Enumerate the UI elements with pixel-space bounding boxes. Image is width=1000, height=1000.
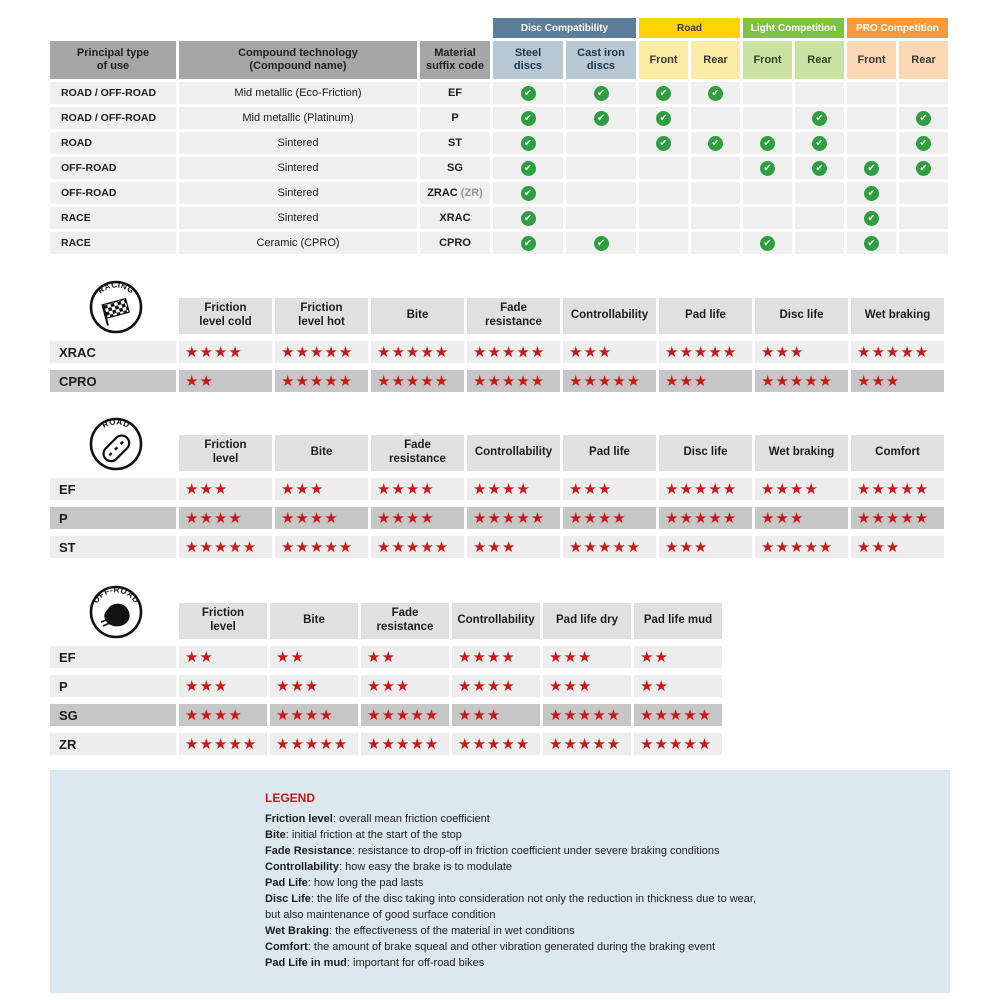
offroad-icon: [88, 583, 144, 639]
compatibility-cell: [847, 182, 896, 204]
star-rating: ★★★: [452, 704, 540, 726]
star-rating: ★★: [179, 646, 267, 668]
star-rating: ★★★★★: [275, 536, 368, 558]
compatibility-cell: [795, 132, 844, 154]
star-rating: ★★★★★: [851, 507, 944, 529]
legend-desc: the life of the disc taking into consideration not only the reduction in thickness due to wear,: [316, 893, 757, 905]
compatibility-cell: [691, 182, 740, 204]
compound-technology-cell: Mid metallic (Eco-Friction): [179, 82, 417, 104]
legend-entry: Pad Life in mud: important for off-road bikes: [265, 957, 485, 969]
compatibility-table: [50, 18, 948, 254]
check-icon: ✔: [656, 136, 671, 151]
star-rating: ★★★★★: [851, 341, 944, 363]
compatibility-cell: [566, 107, 636, 129]
row-label-ef: EF: [50, 646, 176, 668]
row-label-p: P: [50, 675, 176, 697]
offroad-icon-label: OFF-ROAD: [91, 585, 141, 606]
star-rating: ★★★: [361, 675, 449, 697]
compatibility-cell: [847, 82, 896, 104]
compatibility-cell: [493, 182, 563, 204]
material-code: XRAC: [439, 212, 471, 224]
principal-use-cell: ROAD: [50, 132, 176, 154]
compatibility-cell: [493, 207, 563, 229]
column-header: Pad life dry: [543, 603, 631, 639]
star-rating: ★★★★★: [659, 478, 752, 500]
column-header: Rear: [795, 41, 844, 79]
compatibility-cell: [743, 232, 792, 254]
star-rating: ★★★★: [179, 507, 272, 529]
compatibility-cell: [639, 107, 688, 129]
star-rating: ★★★★★: [179, 536, 272, 558]
legend-desc: but also maintenance of good surface condition: [265, 909, 496, 921]
star-rating: ★★★: [275, 478, 368, 500]
star-rating: ★★★★: [371, 478, 464, 500]
material-code-cell: [420, 132, 490, 154]
check-icon: ✔: [594, 111, 609, 126]
offroad-section: [50, 585, 1000, 755]
star-rating: ★★★★: [452, 646, 540, 668]
compatibility-cell: [493, 107, 563, 129]
compatibility-cell: [691, 132, 740, 154]
star-rating: ★★★★★: [467, 370, 560, 392]
row-label-zr: ZR: [50, 733, 176, 755]
material-code-note: (ZR): [457, 187, 483, 199]
star-rating: ★★★★★: [543, 733, 631, 755]
legend-term: Bite: [265, 829, 286, 841]
material-code-cell: [420, 107, 490, 129]
legend-desc: how long the pad lasts: [313, 877, 424, 889]
star-rating: ★★★★: [179, 704, 267, 726]
compatibility-cell: [639, 132, 688, 154]
compound-technology-cell: Sintered: [179, 182, 417, 204]
compatibility-cell: [566, 182, 636, 204]
check-icon: ✔: [656, 86, 671, 101]
road-section: [50, 417, 1000, 558]
legend-term: Wet Braking: [265, 925, 329, 937]
star-rating: ★★★★★: [270, 733, 358, 755]
racing-flag-icon: [88, 278, 144, 334]
material-code: ZRAC: [427, 187, 458, 199]
legend-desc: overall mean friction coefficient: [338, 813, 490, 825]
offroad-ratings-table: [50, 603, 1000, 755]
check-icon: ✔: [812, 161, 827, 176]
compatibility-cell: [743, 82, 792, 104]
star-rating: ★★★★★: [179, 733, 267, 755]
compatibility-cell: [691, 107, 740, 129]
compatibility-cell: [899, 232, 948, 254]
mud-splash-icon: [88, 583, 144, 639]
compound-technology-cell: Sintered: [179, 157, 417, 179]
compatibility-cell: [639, 182, 688, 204]
column-header: Comfort: [851, 435, 944, 471]
column-header: Front: [847, 41, 896, 79]
star-rating: ★★★★: [755, 478, 848, 500]
star-rating: ★★★★★: [634, 704, 722, 726]
column-header: Wet braking: [755, 435, 848, 471]
star-rating: ★★★★★: [467, 507, 560, 529]
compound-technology-cell: Mid metallic (Platinum): [179, 107, 417, 129]
compatibility-cell: [899, 132, 948, 154]
principal-use-cell: RACE: [50, 232, 176, 254]
legend-entry: Disc Life: the life of the disc taking into consideration not only the reduction in thickness due to wear,: [265, 893, 757, 905]
star-rating: ★★★★: [452, 675, 540, 697]
compatibility-cell: [743, 182, 792, 204]
star-rating: ★★★: [563, 341, 656, 363]
legend-term: Controllability: [265, 861, 339, 873]
check-icon: ✔: [864, 161, 879, 176]
compatibility-cell: [743, 207, 792, 229]
material-code: SG: [447, 162, 463, 174]
column-header: Pad life mud: [634, 603, 722, 639]
star-rating: ★★★★★: [371, 536, 464, 558]
material-code-cell: [420, 157, 490, 179]
legend-desc: resistance to drop-off in friction coefficient under severe braking conditions: [357, 845, 720, 857]
row-label-p: P: [50, 507, 176, 529]
compatibility-cell: [795, 232, 844, 254]
star-rating: ★★★: [179, 675, 267, 697]
star-rating: ★★★★: [371, 507, 464, 529]
row-label-cpro: CPRO: [50, 370, 176, 392]
column-header: Fade resistance: [371, 435, 464, 471]
row-label-sg: SG: [50, 704, 176, 726]
legend-entry: Comfort: the amount of brake squeal and other vibration generated during the braking event: [265, 941, 716, 953]
column-header: Friction level: [179, 603, 267, 639]
column-header: Controllability: [563, 298, 656, 334]
road-icon: [88, 415, 144, 471]
column-header: Material suffix code: [420, 41, 490, 79]
legend-entry: Bite: initial friction at the start of the stop: [265, 829, 462, 841]
principal-use-cell: OFF-ROAD: [50, 182, 176, 204]
column-header: Bite: [371, 298, 464, 334]
compatibility-cell: [639, 207, 688, 229]
material-code: ST: [447, 137, 463, 149]
column-header: Controllability: [467, 435, 560, 471]
compatibility-cell: [566, 207, 636, 229]
material-code-cell: [420, 182, 490, 204]
star-rating: ★★★★★: [275, 341, 368, 363]
legend-title: LEGEND: [265, 791, 316, 805]
star-rating: ★★★★★: [634, 733, 722, 755]
compatibility-cell: [847, 157, 896, 179]
column-header: Rear: [691, 41, 740, 79]
legend-entry: Controllability: how easy the brake is to modulate: [265, 861, 513, 873]
legend-entry: [265, 907, 920, 923]
racing-section: [50, 280, 1000, 392]
compatibility-cell: [743, 157, 792, 179]
column-header: Pad life: [563, 435, 656, 471]
star-rating: ★★★★★: [361, 733, 449, 755]
compatibility-cell: [899, 82, 948, 104]
check-icon: ✔: [594, 236, 609, 251]
legend-entries: [265, 811, 920, 971]
star-rating: ★★★★★: [371, 370, 464, 392]
check-icon: ✔: [864, 211, 879, 226]
legend-desc: the effectiveness of the material in wet conditions: [335, 925, 575, 937]
star-rating: ★★★★★: [755, 536, 848, 558]
compound-technology-cell: Sintered: [179, 132, 417, 154]
road-graphic-icon: [88, 415, 144, 471]
star-rating: ★★: [361, 646, 449, 668]
compatibility-cell: [566, 132, 636, 154]
check-icon: ✔: [521, 111, 536, 126]
check-icon: ✔: [521, 186, 536, 201]
check-icon: ✔: [521, 161, 536, 176]
compatibility-cell: [899, 157, 948, 179]
legend-desc: initial friction at the start of the stop: [291, 829, 462, 841]
star-rating: ★★★: [851, 536, 944, 558]
star-rating: ★★★: [563, 478, 656, 500]
legend-term: Comfort: [265, 941, 308, 953]
star-rating: ★★: [634, 675, 722, 697]
column-header: Rear: [899, 41, 948, 79]
compatibility-cell: [743, 107, 792, 129]
compatibility-cell: [847, 232, 896, 254]
row-label-xrac: XRAC: [50, 341, 176, 363]
road-ratings-table: [50, 435, 1000, 558]
column-header: Controllability: [452, 603, 540, 639]
compatibility-cell: [899, 182, 948, 204]
group-header-0: Disc Compatibility: [493, 18, 636, 38]
check-icon: ✔: [760, 236, 775, 251]
star-rating: ★★★★★: [563, 370, 656, 392]
star-rating: ★★★: [659, 536, 752, 558]
legend-term: Pad Life: [265, 877, 308, 889]
column-header: Front: [639, 41, 688, 79]
legend-entry: Pad Life: how long the pad lasts: [265, 877, 424, 889]
check-icon: ✔: [812, 136, 827, 151]
check-icon: ✔: [864, 236, 879, 251]
legend-term: Fade Resistance: [265, 845, 352, 857]
column-header: Friction level hot: [275, 298, 368, 334]
check-icon: ✔: [656, 111, 671, 126]
material-code: CPRO: [439, 237, 471, 249]
material-code-cell: [420, 207, 490, 229]
compatibility-cell: [847, 132, 896, 154]
legend-term: Disc Life: [265, 893, 311, 905]
star-rating: ★★★★★: [755, 370, 848, 392]
star-rating: ★★★★: [275, 507, 368, 529]
star-rating: ★★★★★: [371, 341, 464, 363]
check-icon: ✔: [916, 111, 931, 126]
star-rating: ★★★: [543, 675, 631, 697]
column-header: Front: [743, 41, 792, 79]
star-rating: ★★★★: [467, 478, 560, 500]
star-rating: ★★★★★: [851, 478, 944, 500]
compatibility-cell: [566, 232, 636, 254]
principal-use-cell: RACE: [50, 207, 176, 229]
star-rating: ★★: [270, 646, 358, 668]
legend-term: Friction level: [265, 813, 333, 825]
compound-technology-cell: Ceramic (CPRO): [179, 232, 417, 254]
compatibility-cell: [899, 107, 948, 129]
compatibility-cell: [639, 157, 688, 179]
column-header: Pad life: [659, 298, 752, 334]
check-icon: ✔: [521, 211, 536, 226]
star-rating: ★★★: [755, 341, 848, 363]
column-header: Cast iron discs: [566, 41, 636, 79]
compatibility-cell: [691, 82, 740, 104]
compatibility-cell: [795, 82, 844, 104]
star-rating: ★★★: [467, 536, 560, 558]
compatibility-cell: [847, 207, 896, 229]
legend-desc: how easy the brake is to modulate: [345, 861, 513, 873]
check-icon: ✔: [916, 136, 931, 151]
material-code: EF: [447, 87, 463, 99]
legend-panel: [50, 770, 950, 993]
star-rating: ★★: [634, 646, 722, 668]
compat-group-spacer: [50, 18, 490, 38]
group-header-3: PRO Competition: [847, 18, 948, 38]
group-header-1: Road: [639, 18, 740, 38]
legend-entry: Fade Resistance: resistance to drop-off in friction coefficient under severe braking conditions: [265, 845, 720, 857]
check-icon: ✔: [521, 236, 536, 251]
racing-icon: [88, 278, 144, 334]
star-rating: ★★★★★: [361, 704, 449, 726]
racing-ratings-table: [50, 298, 1000, 392]
column-header: Wet braking: [851, 298, 944, 334]
compatibility-cell: [493, 157, 563, 179]
compatibility-cell: [493, 132, 563, 154]
legend-entry: Wet Braking: the effectiveness of the material in wet conditions: [265, 925, 575, 937]
group-header-2: Light Competition: [743, 18, 844, 38]
compatibility-cell: [795, 207, 844, 229]
star-rating: ★★★★: [563, 507, 656, 529]
check-icon: ✔: [521, 86, 536, 101]
compatibility-cell: [795, 107, 844, 129]
row-label-st: ST: [50, 536, 176, 558]
check-icon: ✔: [760, 136, 775, 151]
compatibility-cell: [493, 232, 563, 254]
legend-desc: important for off-road bikes: [353, 957, 485, 969]
principal-use-cell: ROAD / OFF-ROAD: [50, 82, 176, 104]
column-header: Disc life: [659, 435, 752, 471]
column-header: Disc life: [755, 298, 848, 334]
star-rating: ★★★: [270, 675, 358, 697]
compatibility-cell: [639, 232, 688, 254]
column-header: Bite: [275, 435, 368, 471]
column-header: Bite: [270, 603, 358, 639]
compatibility-cell: [691, 232, 740, 254]
compatibility-cell: [691, 157, 740, 179]
star-rating: ★★★: [179, 478, 272, 500]
compatibility-cell: [795, 182, 844, 204]
compatibility-cell: [743, 132, 792, 154]
star-rating: ★★★★★: [275, 370, 368, 392]
row-label-ef: EF: [50, 478, 176, 500]
star-rating: ★★★: [659, 370, 752, 392]
star-rating: ★★★: [851, 370, 944, 392]
compatibility-cell: [847, 107, 896, 129]
check-icon: ✔: [812, 111, 827, 126]
compatibility-cell: [566, 82, 636, 104]
check-icon: ✔: [916, 161, 931, 176]
principal-use-cell: OFF-ROAD: [50, 157, 176, 179]
compound-technology-cell: Sintered: [179, 207, 417, 229]
star-rating: ★★★: [755, 507, 848, 529]
star-rating: ★★★: [543, 646, 631, 668]
column-header: Steel discs: [493, 41, 563, 79]
column-header: Compound technology (Compound name): [179, 41, 417, 79]
legend-entry: Friction level: overall mean friction coefficient: [265, 813, 490, 825]
column-header: Principal type of use: [50, 41, 176, 79]
star-rating: ★★: [179, 370, 272, 392]
legend-term: Pad Life in mud: [265, 957, 347, 969]
material-code-cell: [420, 232, 490, 254]
material-code: P: [451, 112, 459, 124]
check-icon: ✔: [708, 86, 723, 101]
legend-desc: the amount of brake squeal and other vibration generated during the braking event: [313, 941, 716, 953]
principal-use-cell: ROAD / OFF-ROAD: [50, 107, 176, 129]
star-rating: ★★★★★: [452, 733, 540, 755]
compatibility-cell: [899, 207, 948, 229]
star-rating: ★★★★★: [543, 704, 631, 726]
racing-icon-label: RACING: [96, 280, 136, 296]
star-rating: ★★★★: [270, 704, 358, 726]
star-rating: ★★★★★: [659, 507, 752, 529]
check-icon: ✔: [521, 136, 536, 151]
column-header: Friction level cold: [179, 298, 272, 334]
column-header: Fade resistance: [467, 298, 560, 334]
star-rating: ★★★★★: [563, 536, 656, 558]
check-icon: ✔: [864, 186, 879, 201]
road-icon-label: ROAD: [100, 417, 132, 430]
check-icon: ✔: [708, 136, 723, 151]
star-rating: ★★★★★: [659, 341, 752, 363]
star-rating: ★★★★★: [467, 341, 560, 363]
check-icon: ✔: [594, 86, 609, 101]
compatibility-cell: [639, 82, 688, 104]
column-header: Friction level: [179, 435, 272, 471]
check-icon: ✔: [760, 161, 775, 176]
star-rating: ★★★★: [179, 341, 272, 363]
compatibility-cell: [795, 157, 844, 179]
compatibility-cell: [493, 82, 563, 104]
compatibility-cell: [691, 207, 740, 229]
compatibility-cell: [566, 157, 636, 179]
column-header: Fade resistance: [361, 603, 449, 639]
material-code-cell: [420, 82, 490, 104]
